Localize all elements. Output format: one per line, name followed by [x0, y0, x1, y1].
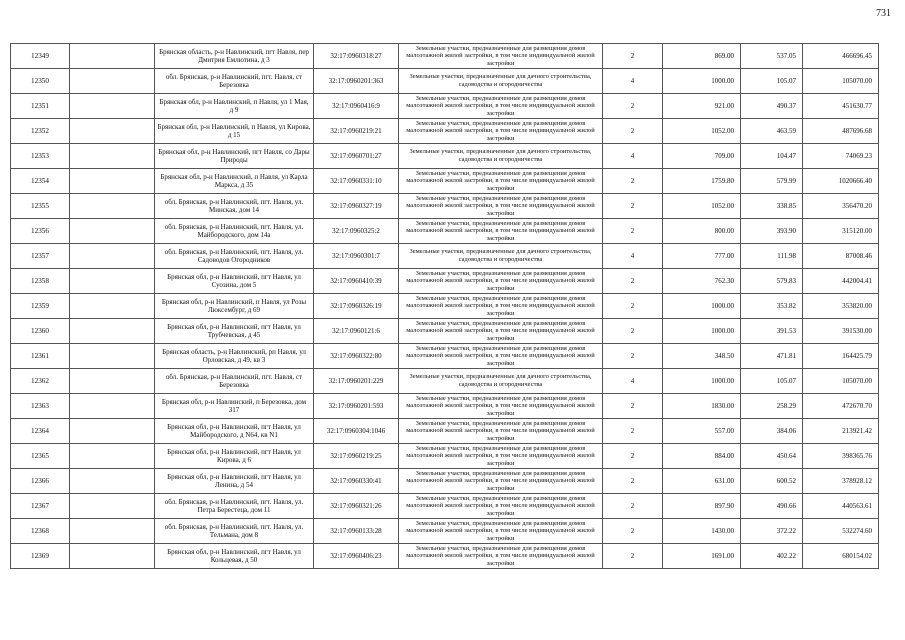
cell-cadastral-number: 32:17:0960133:28 [314, 519, 399, 544]
cell-group: 4 [603, 69, 663, 94]
cell-specific-value: 111.98 [741, 244, 803, 269]
cell-id: 12353 [11, 144, 70, 169]
cell-cadastral-value: 442004.41 [803, 269, 879, 294]
cell-area: 709.00 [663, 144, 741, 169]
cell-area: 1000.00 [663, 294, 741, 319]
table-row [11, 169, 879, 194]
cell-empty [70, 94, 155, 119]
cell-empty [70, 69, 155, 94]
cell-cadastral-value: 87008.46 [803, 244, 879, 269]
cell-area: 897.90 [663, 494, 741, 519]
cell-group: 2 [603, 219, 663, 244]
cell-empty [70, 394, 155, 419]
cell-empty [70, 519, 155, 544]
table-row [11, 419, 879, 444]
cell-cadastral-number: 32:17:0960330:41 [314, 469, 399, 494]
table-row [11, 394, 879, 419]
cell-cadastral-number: 32:17:0960701:27 [314, 144, 399, 169]
cell-land-use: Земельные участки, предназначенные для дачного строительства, садоводства и огородничества [399, 369, 603, 394]
cell-cadastral-number: 32:17:0960121:6 [314, 319, 399, 344]
cell-empty [70, 269, 155, 294]
cell-group: 2 [603, 269, 663, 294]
cell-cadastral-number: 32:17:0960331:10 [314, 169, 399, 194]
cell-address: Брянская обл, р-н Навлинский, пгт Навля, ул Трубчевская, д 45 [155, 319, 314, 344]
cell-group: 2 [603, 169, 663, 194]
cell-specific-value: 391.53 [741, 319, 803, 344]
table-row [11, 269, 879, 294]
cell-address: обл. Брянская, р-н Навлинский, пгт. Навля, ул. Минская, дом 14 [155, 194, 314, 219]
cell-area: 762.30 [663, 269, 741, 294]
table-row [11, 369, 879, 394]
cell-land-use: Земельные участки, предназначенные для размещения домов малоэтажной жилой застройки, в том числе индивидуальной жилой застройки [399, 44, 603, 69]
cell-address: Брянская обл, р-н Навлинский, п Навля, ул Розы Люксембург, д 69 [155, 294, 314, 319]
cell-area: 1430.00 [663, 519, 741, 544]
cell-land-use: Земельные участки, предназначенные для размещения домов малоэтажной жилой застройки, в том числе индивидуальной жилой застройки [399, 494, 603, 519]
table-row [11, 94, 879, 119]
cell-land-use: Земельные участки, предназначенные для дачного строительства, садоводства и огородничества [399, 244, 603, 269]
cell-specific-value: 105.07 [741, 369, 803, 394]
cell-land-use: Земельные участки, предназначенные для размещения домов малоэтажной жилой застройки, в том числе индивидуальной жилой застройки [399, 94, 603, 119]
cell-empty [70, 344, 155, 369]
cell-address: Брянская обл, р-н Навлинский, пгт Навля, со Дары Природы [155, 144, 314, 169]
cell-area: 348.50 [663, 344, 741, 369]
cell-empty [70, 194, 155, 219]
cell-empty [70, 419, 155, 444]
cell-group: 2 [603, 519, 663, 544]
cell-address: Брянская обл, р-н Навлинский, п Навля, ул Кирова, д 15 [155, 119, 314, 144]
table-row [11, 219, 879, 244]
cell-id: 12352 [11, 119, 70, 144]
cell-cadastral-value: 451630.77 [803, 94, 879, 119]
cell-empty [70, 219, 155, 244]
cell-cadastral-value: 398365.76 [803, 444, 879, 469]
cell-area: 1000.00 [663, 319, 741, 344]
cell-address: Брянская обл, р-н Навлинский, пгт Навля, ул Ленина, д 54 [155, 469, 314, 494]
cell-group: 4 [603, 369, 663, 394]
cell-id: 12360 [11, 319, 70, 344]
cell-specific-value: 579.83 [741, 269, 803, 294]
cell-land-use: Земельные участки, предназначенные для размещения домов малоэтажной жилой застройки, в том числе индивидуальной жилой застройки [399, 519, 603, 544]
cell-specific-value: 490.37 [741, 94, 803, 119]
cell-specific-value: 463.59 [741, 119, 803, 144]
cell-land-use: Земельные участки, предназначенные для размещения домов малоэтажной жилой застройки, в том числе индивидуальной жилой застройки [399, 319, 603, 344]
cell-area: 631.00 [663, 469, 741, 494]
cell-cadastral-number: 32:17:0960416:9 [314, 94, 399, 119]
cell-area: 557.00 [663, 419, 741, 444]
cell-land-use: Земельные участки, предназначенные для дачного строительства, садоводства и огородничества [399, 144, 603, 169]
cell-area: 1759.80 [663, 169, 741, 194]
table-row [11, 294, 879, 319]
cell-land-use: Земельные участки, предназначенные для размещения домов малоэтажной жилой застройки, в том числе индивидуальной жилой застройки [399, 344, 603, 369]
table-row [11, 69, 879, 94]
cell-group: 2 [603, 194, 663, 219]
cell-empty [70, 444, 155, 469]
cell-land-use: Земельные участки, предназначенные для размещения домов малоэтажной жилой застройки, в том числе индивидуальной жилой застройки [399, 219, 603, 244]
cell-group: 2 [603, 94, 663, 119]
cell-specific-value: 490.66 [741, 494, 803, 519]
cell-cadastral-number: 32:17:0960201:363 [314, 69, 399, 94]
cell-specific-value: 104.47 [741, 144, 803, 169]
cell-cadastral-number: 32:17:0960325:2 [314, 219, 399, 244]
table-row [11, 244, 879, 269]
cell-group: 2 [603, 344, 663, 369]
cell-area: 884.00 [663, 444, 741, 469]
cell-land-use: Земельные участки, предназначенные для размещения домов малоэтажной жилой застройки, в том числе индивидуальной жилой застройки [399, 469, 603, 494]
cell-cadastral-value: 353820.00 [803, 294, 879, 319]
cell-specific-value: 537.05 [741, 44, 803, 69]
table-row [11, 319, 879, 344]
cell-cadastral-value: 466696.45 [803, 44, 879, 69]
cell-group: 2 [603, 469, 663, 494]
cell-group: 2 [603, 319, 663, 344]
cell-cadastral-number: 32:17:0960219:21 [314, 119, 399, 144]
cell-group: 2 [603, 394, 663, 419]
cell-group: 2 [603, 494, 663, 519]
cell-id: 12366 [11, 469, 70, 494]
cell-cadastral-value: 356470.20 [803, 194, 879, 219]
cell-land-use: Земельные участки, предназначенные для размещения домов малоэтажной жилой застройки, в том числе индивидуальной жилой застройки [399, 544, 603, 569]
cell-area: 921.00 [663, 94, 741, 119]
cell-cadastral-value: 391530.00 [803, 319, 879, 344]
cell-specific-value: 258.29 [741, 394, 803, 419]
cell-specific-value: 402.22 [741, 544, 803, 569]
cell-specific-value: 384.06 [741, 419, 803, 444]
cell-area: 1830.00 [663, 394, 741, 419]
cell-address: Брянская обл, р-н Навлинский, п Навля, ул 1 Мая, д 9 [155, 94, 314, 119]
cell-cadastral-value: 164425.79 [803, 344, 879, 369]
cell-id: 12365 [11, 444, 70, 469]
cell-address: Брянская область, р-н Навлинский, рп Навля, ул Орловская, д 49, кв 3 [155, 344, 314, 369]
cell-cadastral-number: 32:17:0960322:80 [314, 344, 399, 369]
cell-id: 12369 [11, 544, 70, 569]
cell-empty [70, 469, 155, 494]
cell-specific-value: 450.64 [741, 444, 803, 469]
cell-land-use: Земельные участки, предназначенные для размещения домов малоэтажной жилой застройки, в том числе индивидуальной жилой застройки [399, 169, 603, 194]
cell-area: 800.00 [663, 219, 741, 244]
cell-land-use: Земельные участки, предназначенные для размещения домов малоэтажной жилой застройки, в том числе индивидуальной жилой застройки [399, 419, 603, 444]
cell-cadastral-number: 32:17:0960301:7 [314, 244, 399, 269]
table-row [11, 544, 879, 569]
cell-address: Брянская обл, р-н Навлинский, пгт Навля, ул Кольцевая, д 50 [155, 544, 314, 569]
cell-cadastral-value: 378928.12 [803, 469, 879, 494]
cell-specific-value: 353.82 [741, 294, 803, 319]
table-row [11, 119, 879, 144]
cell-id: 12364 [11, 419, 70, 444]
cell-address: обл. Брянская, р-н Навлинский, пгт. Навля, ст Березовка [155, 69, 314, 94]
cell-group: 2 [603, 544, 663, 569]
cell-id: 12351 [11, 94, 70, 119]
cell-cadastral-number: 32:17:0960327:19 [314, 194, 399, 219]
cell-id: 12357 [11, 244, 70, 269]
cell-group: 2 [603, 444, 663, 469]
cell-id: 12359 [11, 294, 70, 319]
table-row [11, 44, 879, 69]
cell-cadastral-number: 32:17:0960406:23 [314, 544, 399, 569]
cell-cadastral-number: 32:17:0960321:26 [314, 494, 399, 519]
cell-cadastral-value: 532274.60 [803, 519, 879, 544]
cell-group: 2 [603, 119, 663, 144]
cell-area: 1052.00 [663, 119, 741, 144]
page-number: 731 [876, 8, 891, 19]
cell-land-use: Земельные участки, предназначенные для размещения домов малоэтажной жилой застройки, в том числе индивидуальной жилой застройки [399, 294, 603, 319]
cell-cadastral-value: 315120.00 [803, 219, 879, 244]
cell-address: Брянская обл, р-н Навлинский, пгт Навля, ул Кирова, д 6 [155, 444, 314, 469]
cell-land-use: Земельные участки, предназначенные для размещения домов малоэтажной жилой застройки, в том числе индивидуальной жилой застройки [399, 269, 603, 294]
cell-cadastral-value: 105070.00 [803, 369, 879, 394]
cell-id: 12363 [11, 394, 70, 419]
cell-empty [70, 244, 155, 269]
cell-id: 12367 [11, 494, 70, 519]
cell-address: Брянская обл, р-н Навлинский, пгт Навля, ул Майбородского, д N64, кв N1 [155, 419, 314, 444]
cadastral-value-table [10, 43, 879, 569]
cell-specific-value: 471.81 [741, 344, 803, 369]
cell-id: 12358 [11, 269, 70, 294]
cell-land-use: Земельные участки, предназначенные для размещения домов малоэтажной жилой застройки, в том числе индивидуальной жилой застройки [399, 394, 603, 419]
cell-group: 2 [603, 419, 663, 444]
cell-specific-value: 372.22 [741, 519, 803, 544]
cell-id: 12354 [11, 169, 70, 194]
cell-area: 1000.00 [663, 369, 741, 394]
cell-cadastral-number: 32:17:0960318:27 [314, 44, 399, 69]
cell-id: 12368 [11, 519, 70, 544]
table-row [11, 494, 879, 519]
cell-group: 4 [603, 144, 663, 169]
cell-address: Брянская обл, р-н Навлинский, пгт Навля, ул Суозина, дом 5 [155, 269, 314, 294]
cell-cadastral-number: 32:17:0960304:1046 [314, 419, 399, 444]
cell-address: обл. Брянская, р-н Навлинский, пгт. Навля, ул. Петра Берестеца, дом 11 [155, 494, 314, 519]
cell-address: Брянская область, р-н Навлинский, пгт Навля, пер Дмитрия Емлютина, д 3 [155, 44, 314, 69]
cell-specific-value: 105.07 [741, 69, 803, 94]
cell-area: 1691.00 [663, 544, 741, 569]
table-row [11, 144, 879, 169]
table-row [11, 469, 879, 494]
cell-area: 869.00 [663, 44, 741, 69]
table-row [11, 194, 879, 219]
cell-cadastral-value: 74069.23 [803, 144, 879, 169]
cell-address: обл. Брянская, р-н Навлинский, пгт. Навля, ст Березовка [155, 369, 314, 394]
cell-address: обл. Брянская, р-н Навлинский, пгт. Навля, ул. Садоводов Огородников [155, 244, 314, 269]
cell-area: 1052.00 [663, 194, 741, 219]
cell-specific-value: 600.52 [741, 469, 803, 494]
cell-empty [70, 169, 155, 194]
cell-cadastral-value: 487696.68 [803, 119, 879, 144]
table-row [11, 344, 879, 369]
cell-address: Брянская обл, р-н Навлинский, п Березовка, дом 317 [155, 394, 314, 419]
cell-cadastral-value: 472670.70 [803, 394, 879, 419]
cell-land-use: Земельные участки, предназначенные для размещения домов малоэтажной жилой застройки, в том числе индивидуальной жилой застройки [399, 194, 603, 219]
cell-cadastral-number: 32:17:0960410:39 [314, 269, 399, 294]
table-row [11, 444, 879, 469]
cell-empty [70, 494, 155, 519]
table-row [11, 519, 879, 544]
cell-cadastral-number: 32:17:0960201:229 [314, 369, 399, 394]
cell-group: 2 [603, 44, 663, 69]
cell-empty [70, 294, 155, 319]
cell-id: 12355 [11, 194, 70, 219]
cell-cadastral-value: 105070.00 [803, 69, 879, 94]
cell-specific-value: 338.85 [741, 194, 803, 219]
cell-land-use: Земельные участки, предназначенные для дачного строительства, садоводства и огородничества [399, 69, 603, 94]
cell-land-use: Земельные участки, предназначенные для размещения домов малоэтажной жилой застройки, в том числе индивидуальной жилой застройки [399, 119, 603, 144]
cell-area: 1000.00 [663, 69, 741, 94]
cell-cadastral-value: 213921.42 [803, 419, 879, 444]
cell-cadastral-value: 680154.02 [803, 544, 879, 569]
cell-empty [70, 544, 155, 569]
cell-id: 12350 [11, 69, 70, 94]
cell-id: 12362 [11, 369, 70, 394]
cell-empty [70, 44, 155, 69]
cell-specific-value: 579.99 [741, 169, 803, 194]
cell-address: обл. Брянская, р-н Навлинский, пгт. Навля, ул. Майбородского, дом 14а [155, 219, 314, 244]
cell-id: 12349 [11, 44, 70, 69]
cell-id: 12361 [11, 344, 70, 369]
cell-empty [70, 319, 155, 344]
cell-empty [70, 369, 155, 394]
cell-empty [70, 119, 155, 144]
cell-land-use: Земельные участки, предназначенные для размещения домов малоэтажной жилой застройки, в том числе индивидуальной жилой застройки [399, 444, 603, 469]
cell-group: 4 [603, 244, 663, 269]
cell-address: Брянская обл, р-н Навлинский, п Навля, ул Карла Маркса, д 35 [155, 169, 314, 194]
cell-empty [70, 144, 155, 169]
cell-cadastral-value: 440563.61 [803, 494, 879, 519]
cell-cadastral-number: 32:17:0960219:25 [314, 444, 399, 469]
cell-id: 12356 [11, 219, 70, 244]
cell-address: обл. Брянская, р-н Навлинский, пгт. Навля, ул. Тельмана, дом 8 [155, 519, 314, 544]
cell-group: 2 [603, 294, 663, 319]
cell-cadastral-value: 1020666.40 [803, 169, 879, 194]
cell-cadastral-number: 32:17:0960326:19 [314, 294, 399, 319]
cell-area: 777.00 [663, 244, 741, 269]
cell-specific-value: 393.90 [741, 219, 803, 244]
table-body [11, 44, 879, 569]
cell-cadastral-number: 32:17:0960201:593 [314, 394, 399, 419]
